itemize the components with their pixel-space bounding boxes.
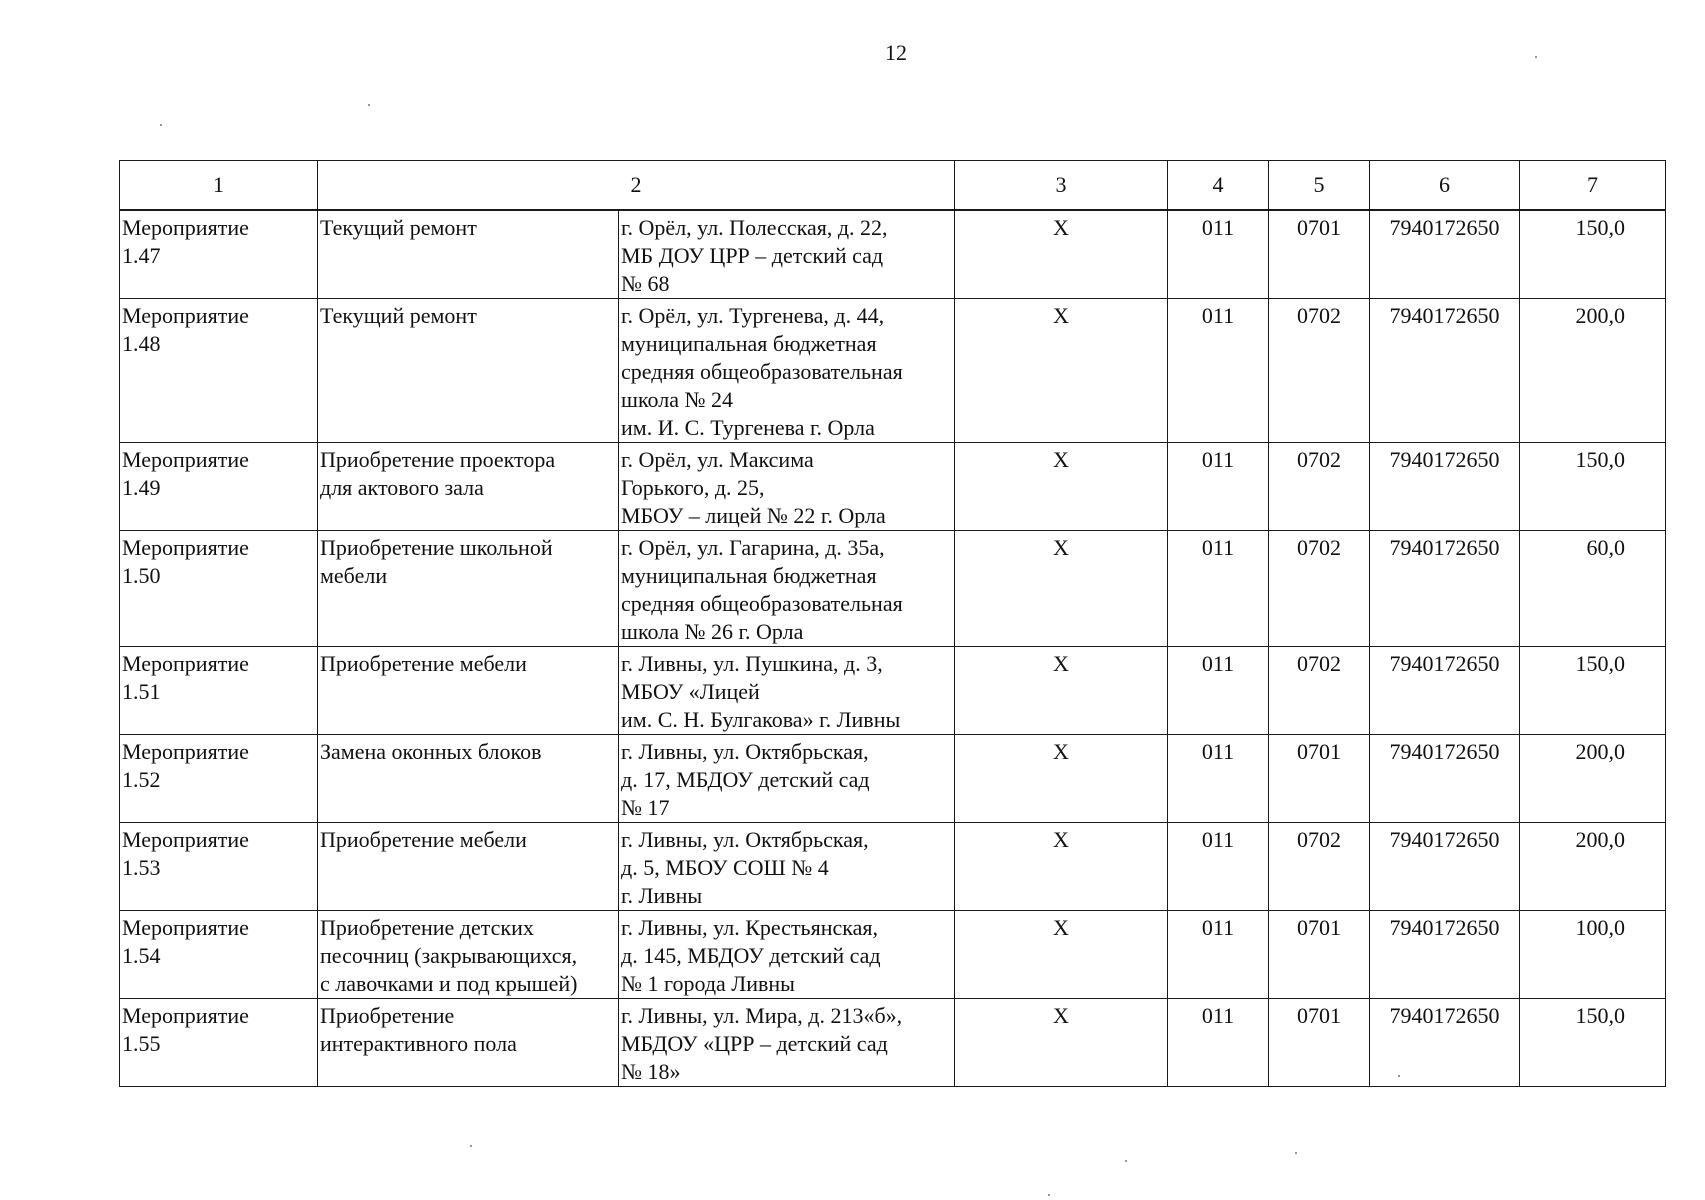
scan-speck	[1295, 1152, 1297, 1154]
amount-cell: 100,0	[1520, 911, 1666, 999]
event-address-cell: г. Ливны, ул. Октябрьская, д. 17, МБДОУ детский сад № 17	[619, 735, 955, 823]
event-address-cell: г. Ливны, ул. Крестьянская, д. 145, МБДОУ детский сад № 1 города Ливны	[619, 911, 955, 999]
table-row	[120, 911, 1666, 999]
col3-cell: Х	[955, 911, 1168, 999]
event-title-cell: Мероприятие 1.47	[120, 210, 318, 299]
col4-cell: 011	[1168, 647, 1269, 735]
event-title-cell: Мероприятие 1.55	[120, 999, 318, 1087]
col6-cell: 7940172650	[1370, 735, 1520, 823]
col4-cell: 011	[1168, 299, 1269, 443]
amount-cell: 150,0	[1520, 210, 1666, 299]
header-col-2: 2	[318, 161, 955, 211]
header-col-5: 5	[1269, 161, 1370, 211]
event-name-cell: Приобретение мебели	[318, 823, 619, 911]
col3-cell: Х	[955, 999, 1168, 1087]
table-row	[120, 735, 1666, 823]
event-address-cell: г. Орёл, ул. Максима Горького, д. 25, МБОУ – лицей № 22 г. Орла	[619, 443, 955, 531]
scan-speck	[160, 124, 162, 126]
col6-cell: 7940172650	[1370, 210, 1520, 299]
event-address-cell: г. Ливны, ул. Пушкина, д. 3, МБОУ «Лицей им. С. Н. Булгакова» г. Ливны	[619, 647, 955, 735]
col5-cell: 0701	[1269, 911, 1370, 999]
col3-cell: Х	[955, 735, 1168, 823]
amount-cell: 150,0	[1520, 443, 1666, 531]
event-address-cell: г. Ливны, ул. Мира, д. 213«б», МБДОУ «ЦРР – детский сад № 18»	[619, 999, 955, 1087]
amount-cell: 200,0	[1520, 735, 1666, 823]
event-address-cell: г. Орёл, ул. Гагарина, д. 35а, муниципальная бюджетная средняя общеобразовательная школа № 26 г. Орла	[619, 531, 955, 647]
event-name-cell: Приобретение детских песочниц (закрывающихся, с лавочками и под крышей)	[318, 911, 619, 999]
event-address-cell: г. Ливны, ул. Октябрьская, д. 5, МБОУ СОШ № 4 г. Ливны	[619, 823, 955, 911]
col4-cell: 011	[1168, 911, 1269, 999]
amount-cell: 150,0	[1520, 999, 1666, 1087]
col6-cell: 7940172650	[1370, 823, 1520, 911]
event-name-cell: Текущий ремонт	[318, 299, 619, 443]
col6-cell: 7940172650	[1370, 531, 1520, 647]
amount-cell: 150,0	[1520, 647, 1666, 735]
event-address-cell: г. Орёл, ул. Полесская, д. 22, МБ ДОУ ЦРР – детский сад № 68	[619, 210, 955, 299]
event-name-cell: Замена оконных блоков	[318, 735, 619, 823]
amount-cell: 200,0	[1520, 823, 1666, 911]
header-col-7: 7	[1520, 161, 1666, 211]
header-col-6: 6	[1370, 161, 1520, 211]
scan-speck	[470, 1145, 472, 1147]
amount-cell: 60,0	[1520, 531, 1666, 647]
event-title-cell: Мероприятие 1.50	[120, 531, 318, 647]
col5-cell: 0702	[1269, 443, 1370, 531]
table-row	[120, 210, 1666, 299]
header-col-3: 3	[955, 161, 1168, 211]
table-row	[120, 299, 1666, 443]
event-name-cell: Приобретение интерактивного пола	[318, 999, 619, 1087]
budget-table	[119, 160, 1666, 1087]
table-row	[120, 531, 1666, 647]
col4-cell: 011	[1168, 823, 1269, 911]
col4-cell: 011	[1168, 210, 1269, 299]
col5-cell: 0702	[1269, 299, 1370, 443]
event-name-cell: Текущий ремонт	[318, 210, 619, 299]
header-col-4: 4	[1168, 161, 1269, 211]
table-row	[120, 999, 1666, 1087]
col6-cell: 7940172650	[1370, 443, 1520, 531]
event-title-cell: Мероприятие 1.49	[120, 443, 318, 531]
scan-speck	[1125, 1160, 1127, 1162]
event-address-cell: г. Орёл, ул. Тургенева, д. 44, муниципальная бюджетная средняя общеобразовательная школа № 24 им. И. С. Тургенева г. Орла	[619, 299, 955, 443]
col5-cell: 0702	[1269, 823, 1370, 911]
event-name-cell: Приобретение школьной мебели	[318, 531, 619, 647]
table-row	[120, 443, 1666, 531]
col3-cell: Х	[955, 210, 1168, 299]
col3-cell: Х	[955, 531, 1168, 647]
col4-cell: 011	[1168, 531, 1269, 647]
col4-cell: 011	[1168, 999, 1269, 1087]
col5-cell: 0701	[1269, 735, 1370, 823]
col4-cell: 011	[1168, 443, 1269, 531]
event-title-cell: Мероприятие 1.52	[120, 735, 318, 823]
col5-cell: 0701	[1269, 210, 1370, 299]
col5-cell: 0701	[1269, 999, 1370, 1087]
page-number: 12	[885, 40, 907, 65]
scan-speck	[368, 104, 370, 106]
col6-cell: 7940172650	[1370, 999, 1520, 1087]
event-name-cell: Приобретение мебели	[318, 647, 619, 735]
event-title-cell: Мероприятие 1.54	[120, 911, 318, 999]
scan-speck	[1535, 56, 1537, 58]
col3-cell: Х	[955, 443, 1168, 531]
col3-cell: Х	[955, 299, 1168, 443]
col6-cell: 7940172650	[1370, 647, 1520, 735]
header-col-1: 1	[120, 161, 318, 211]
col5-cell: 0702	[1269, 531, 1370, 647]
table-row	[120, 823, 1666, 911]
col5-cell: 0702	[1269, 647, 1370, 735]
col4-cell: 011	[1168, 735, 1269, 823]
col3-cell: Х	[955, 823, 1168, 911]
event-title-cell: Мероприятие 1.53	[120, 823, 318, 911]
event-name-cell: Приобретение проектора для актового зала	[318, 443, 619, 531]
scan-speck	[1048, 1194, 1050, 1196]
col6-cell: 7940172650	[1370, 911, 1520, 999]
amount-cell: 200,0	[1520, 299, 1666, 443]
scan-speck	[1398, 1075, 1400, 1077]
header-row	[120, 161, 1666, 211]
col6-cell: 7940172650	[1370, 299, 1520, 443]
col3-cell: Х	[955, 647, 1168, 735]
table-row	[120, 647, 1666, 735]
event-title-cell: Мероприятие 1.48	[120, 299, 318, 443]
event-title-cell: Мероприятие 1.51	[120, 647, 318, 735]
